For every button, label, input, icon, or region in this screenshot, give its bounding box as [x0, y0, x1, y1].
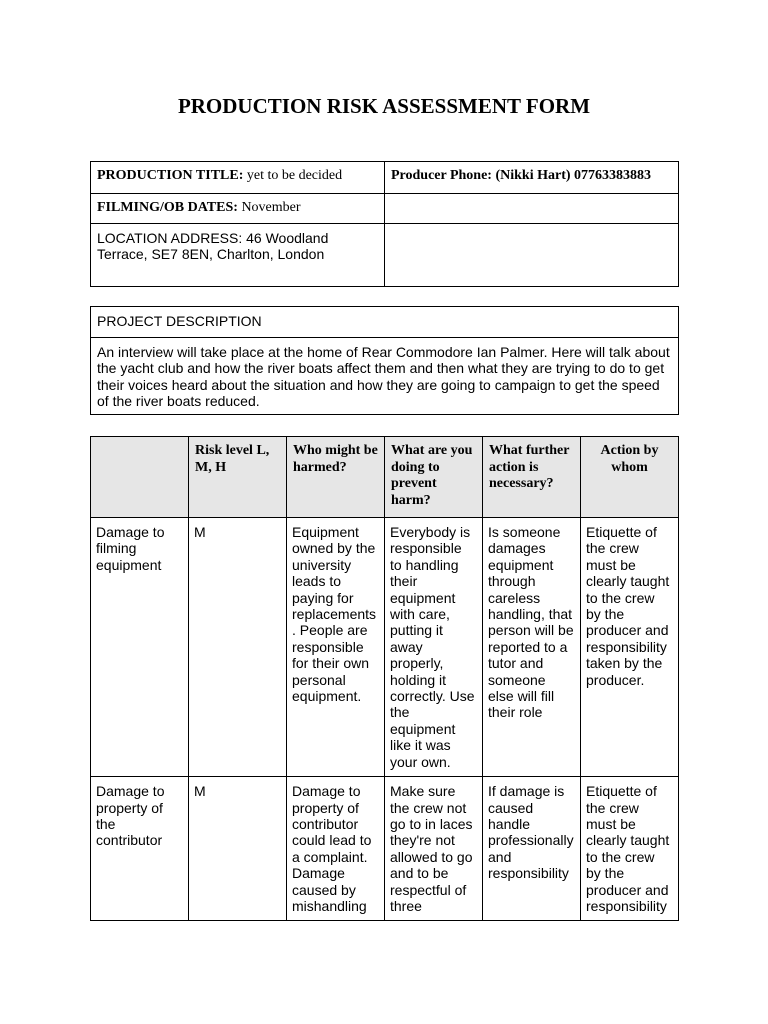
project-description-text: An interview will take place at the home of Rear Commodore Ian Palmer. Here will talk about the yacht club and how the river boats affect them and then what they are trying to do to get their voices heard about the situation and how they are going to campaign to get the speed of the river boats reduced. [91, 338, 679, 415]
producer-phone: Producer Phone: (Nikki Hart) 07763383883 [391, 168, 652, 183]
production-title-cell [91, 162, 385, 194]
action-by-whom-cell: Etiquette of the crew must be clearly taught to the crew by the producer and responsibility taken by the producer. [581, 518, 679, 777]
risk-level-cell: M [189, 777, 287, 921]
filming-dates-value: November [241, 200, 301, 215]
hazard-cell: Damage to filming equipment [91, 518, 189, 777]
producer-phone-cell [385, 162, 679, 194]
production-info-table [90, 161, 679, 287]
risk-table [90, 436, 679, 921]
header-action-by-whom: Action by whom [581, 437, 679, 518]
location-address: LOCATION ADDRESS: 46 Woodland Terrace, SE7 8EN, Charlton, London [91, 224, 385, 287]
header-who-harmed: Who might be harmed? [287, 437, 385, 518]
form-title: PRODUCTION RISK ASSESSMENT FORM [177, 94, 591, 118]
table-row [91, 518, 679, 777]
header-prevent-harm: What are you doing to prevent harm? [385, 437, 483, 518]
prevent-harm-cell: Make sure the crew not go to in laces they're not allowed to go and to be respectful of three [385, 777, 483, 921]
project-description-heading: PROJECT DESCRIPTION [91, 307, 679, 338]
risk-level-cell: M [189, 518, 287, 777]
header-hazard [91, 437, 189, 518]
risk-table-header [91, 437, 679, 518]
header-risk-level: Risk level L, M, H [189, 437, 287, 518]
header-further-action: What further action is necessary? [483, 437, 581, 518]
further-action-cell: If damage is caused handle professionally and responsibility [483, 777, 581, 921]
prevent-harm-cell: Everybody is responsible to handling their equipment with care, putting it away properly, holding it correctly. Use the equipment like it was your own. [385, 518, 483, 777]
production-title-label: PRODUCTION TITLE: [97, 168, 244, 183]
empty-cell [385, 194, 679, 224]
further-action-cell: Is someone damages equipment through careless handling, that person will be reported to a tutor and someone else will fill their role [483, 518, 581, 777]
who-harmed-cell: Equipment owned by the university leads to paying for replacements . People are responsible for their own personal equipment. [287, 518, 385, 777]
action-by-whom-cell: Etiquette of the crew must be clearly taught to the crew by the producer and responsibility [581, 777, 679, 921]
filming-dates-cell [91, 194, 385, 224]
empty-cell [385, 224, 679, 287]
production-title-value: yet to be decided [246, 168, 343, 183]
filming-dates-label: FILMING/OB DATES: [97, 200, 238, 215]
project-description-table [90, 306, 679, 415]
table-row [91, 777, 679, 921]
who-harmed-cell: Damage to property of contributor could lead to a complaint. Damage caused by mishandling [287, 777, 385, 921]
hazard-cell: Damage to property of the contributor [91, 777, 189, 921]
